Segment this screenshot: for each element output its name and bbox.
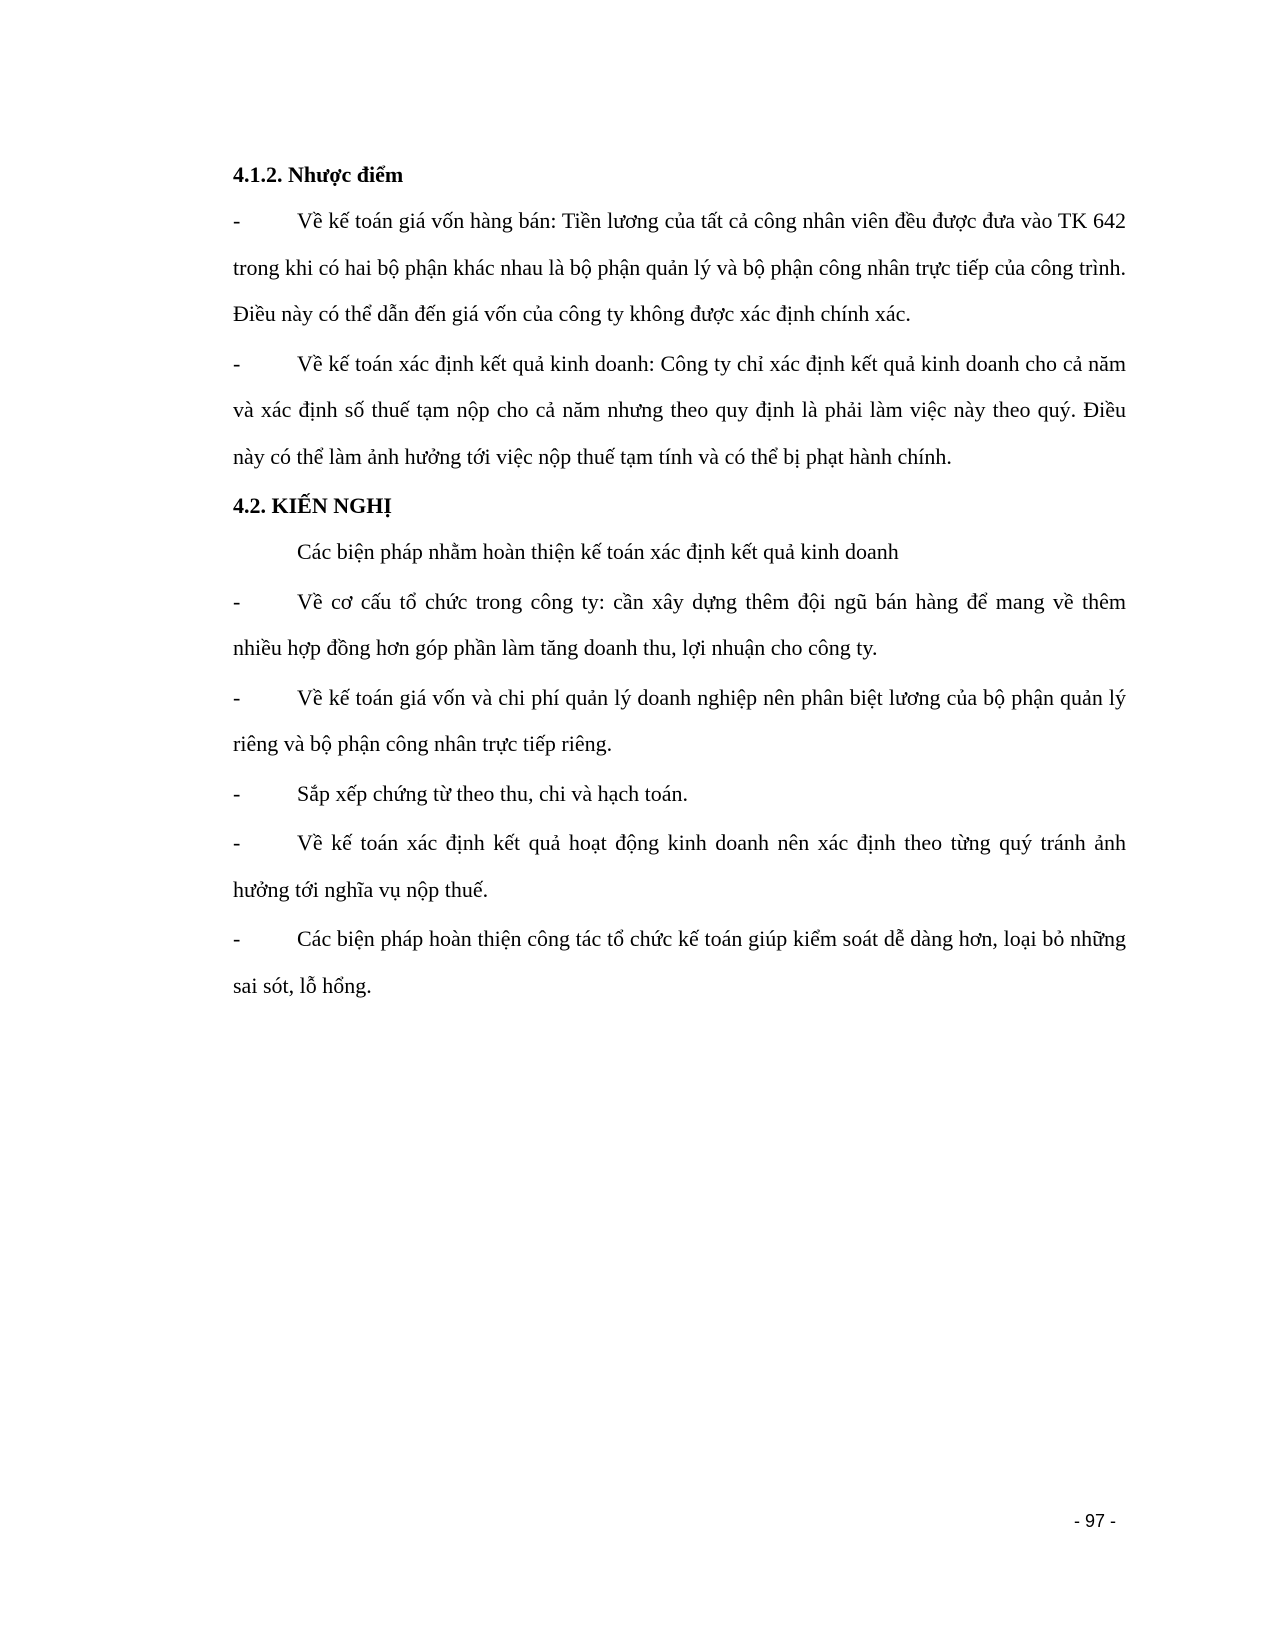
bullet-dash: - xyxy=(233,684,241,710)
bullet-dash: - xyxy=(233,208,241,233)
section-heading-kien-nghi: 4.2. KIẾN NGHỊ xyxy=(233,493,392,518)
list-item xyxy=(233,820,1126,913)
list-item-text: Sắp xếp chứng từ theo thu, chi và hạch toán. xyxy=(297,780,689,806)
list-item-text: Về kế toán giá vốn và chi phí quản lý doanh nghiệp nên phân biệt lương của bộ phận quản lý riêng và bộ phận công nhân trực tiếp riêng. xyxy=(233,684,1126,756)
list-item xyxy=(233,916,1126,1009)
bullet-dash: - xyxy=(233,830,241,855)
page-number: - 97 - xyxy=(1074,1511,1117,1531)
list-item-text: Về kế toán xác định kết quả hoạt động kinh doanh nên xác định theo từng quý tránh ảnh hưởng tới nghĩa vụ nộp thuế. xyxy=(233,830,1126,902)
list-item-text: Về cơ cấu tổ chức trong công ty: cần xây dựng thêm đội ngũ bán hàng để mang về thêm nhiều hợp đồng hơn góp phần làm tăng doanh thu, lợi nhuận cho công ty. xyxy=(233,588,1126,660)
section-intro: Các biện pháp nhằm hoàn thiện kế toán xác định kết quả kinh doanh xyxy=(297,539,899,564)
list-item xyxy=(233,579,1126,672)
list-item-text: Về kế toán giá vốn hàng bán: Tiền lương của tất cả công nhân viên đều được đưa vào TK 642 trong khi có hai bộ phận khác nhau là bộ phận quản lý và bộ phận công nhân trực tiếp của công trình. Điều này có thể dẫn đến giá vốn của công ty không được xác định chính xác. xyxy=(233,208,1126,326)
section-heading-nhuoc-diem: 4.1.2. Nhược điểm xyxy=(233,162,404,187)
list-item xyxy=(233,771,1126,818)
list-item xyxy=(233,341,1126,481)
list-item xyxy=(233,198,1126,338)
list-item-text: Về kế toán xác định kết quả kinh doanh: Công ty chỉ xác định kết quả kinh doanh cho cả năm và xác định số thuế tạm nộp cho cả năm nhưng theo quy định là phải làm việc này theo quý. Điều này có thể làm ảnh hưởng tới việc nộp thuế tạm tính và có thể bị phạt hành chính. xyxy=(233,350,1126,469)
list-item-text: Các biện pháp hoàn thiện công tác tổ chức kế toán giúp kiểm soát dễ dàng hơn, loại bỏ những sai sót, lỗ hổng. xyxy=(233,926,1126,998)
bullet-dash: - xyxy=(233,926,241,951)
document-body xyxy=(233,152,1126,1012)
bullet-dash: - xyxy=(233,350,241,376)
list-item xyxy=(233,675,1126,768)
bullet-dash: - xyxy=(233,780,241,806)
bullet-dash: - xyxy=(233,588,241,614)
